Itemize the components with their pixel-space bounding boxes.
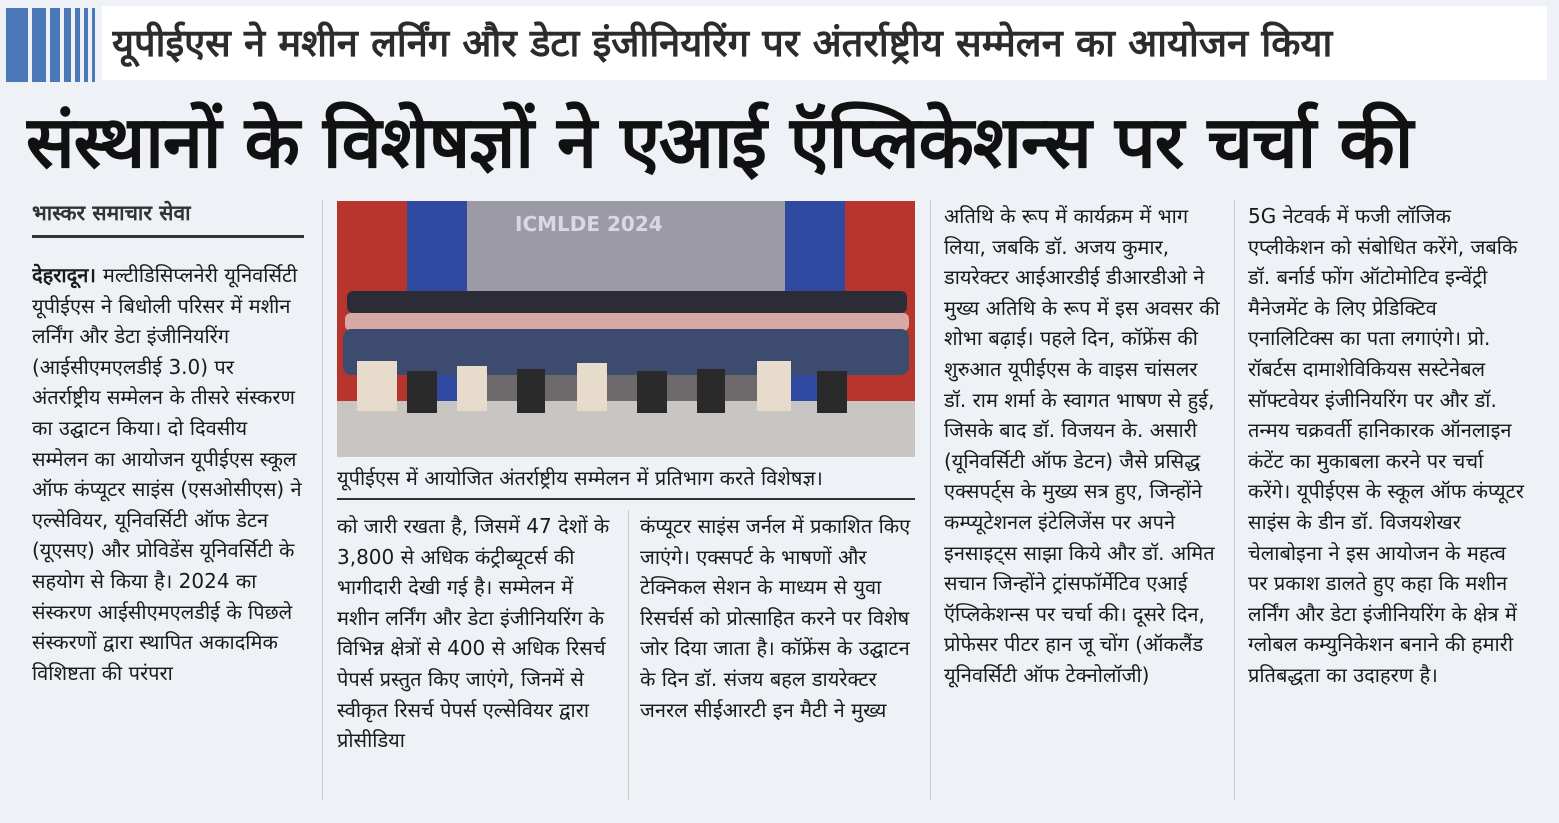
column-1-text: मल्टीडिसिप्लनेरी यूनिवर्सिटी यूपीईएस ने बिधोली परिसर में मशीन लर्निंग और डेटा इंजीनियरिंग (आईसीएमएलडीई 3.0) पर अंतर्राष्ट्रीय सम्मेलन के तीसरे संस्करण का उद्घाटन किया। दो दिवसीय सम्मेलन का आयोजन यूपीईएस स्कूल ऑफ कंप्यूटर साइंस (एसओसीएस) ने एल्सेवियर, यूनिवर्सिटी ऑफ डेटन (यूएसए) और प्रोविडेंस यूनिवर्सिटी के सहयोग से किया है। 2024 का संस्करण आईसीएमएलडीई के पिछले संस्करणों द्वारा स्थापित अकादमिक विशिष्टता की परंपरा [32,263,302,685]
group-photo-image [337,201,915,457]
article-column-2: को जारी रखता है, जिसमें 47 देशों के 3,800 से अधिक कंट्रीब्यूटर्स की भागीदारी देखी गई है। सम्मेलन में मशीन लर्निंग और डेटा इंजीनियरिंग के विभिन्न क्षेत्रों से 400 से अधिक रिसर्च पेपर्स प्रस्तुत किए जाएंगे, जिनमें से स्वीकृत रिसर्च पेपर्स एल्सेवियर द्वारा प्रोसीडिया [337,514,610,753]
masthead-stripes-icon [6,8,98,82]
article-column-5: 5G नेटवर्क में फजी लॉजिक एप्लीकेशन को संबोधित करेंगे, जबकि डॉ. बर्नार्ड फोंग ऑटोमोटिव इन्वेंट्री मैनेजमेंट के लिए प्रेडिक्टिव एनालिटिक्स का पता लगाएंगे। प्रो. रॉबर्टस दामाशेविकियस सस्टेनेबल सॉफ्टवेयर इंजीनियरिंग पर और डॉ. तन्मय चक्रवर्ती हानिकारक ऑनलाइन कंटेंट का मुकाबला करने पर चर्चा करेंगे। यूपीईएस के स्कूल ऑफ कंप्यूटर साइंस के डीन डॉ. विजयशेखर चेलाबोइना ने इस आयोजन के महत्व पर प्रकाश डालते हुए कहा कि मशीन लर्निंग और डेटा इंजीनियरिंग के क्षेत्र में ग्लोबल कम्युनिकेशन बनाने की हमारी प्रतिबद्धता का उदाहरण है। [1248,204,1524,687]
event-photo [337,201,915,457]
main-headline: संस्थानों के विशेषज्ञों ने एआई ऍप्लिकेशन्स पर चर्चा की [26,100,1413,184]
column-divider [1234,200,1235,800]
photo-banner-text: ICMLDE 2024 [515,212,663,236]
article-column-4: अतिथि के रूप में कार्यक्रम में भाग लिया, जबकि डॉ. अजय कुमार, डायरेक्टर आईआरडीई डीआरडीओ ने मुख्य अतिथि के रूप में इस अवसर की शोभा बढ़ाई। पहले दिन, कॉफ्रेंस की शुरुआत यूपीईएस के वाइस चांसलर डॉ. राम शर्मा के स्वागत भाषण से हुई, जिसके बाद डॉ. विजयन के. असारी (यूनिवर्सिटी ऑफ डेटन) जैसे प्रसिद्ध एक्सपर्ट्स के मुख्य सत्र हुए, जिन्होंने कम्प्यूटेशनल इंटेलिजेंस पर अपने इनसाइट्स साझा किये और डॉ. अमित सचान जिन्होंने ट्रांसफॉर्मेटिव एआई ऍप्लिकेशन्स पर चर्चा की। दूसरे दिन, प्रोफेसर पीटर हान जू चोंग (ऑकलैंड यूनिवर्सिटी ऑफ टेक्नोलॉजी) [944,204,1220,687]
photo-caption: यूपीईएस में आयोजित अंतर्राष्ट्रीय सम्मेलन में प्रतिभाग करते विशेषज्ञ। [337,464,915,500]
column-divider [628,510,629,800]
column-divider [322,200,323,800]
article-column-3: कंप्यूटर साइंस जर्नल में प्रकाशित किए जाएंगे। एक्सपर्ट के भाषणों और टेक्निकल सेशन के माध्यम से युवा रिसर्चर्स को प्रोत्साहित करने पर विशेष जोर दिया जाता है। कॉफ्रेंस के उद्घाटन के दिन डॉ. संजय बहल डायरेक्टर जनरल सीईआरटी इन मैटी ने मुख्य [640,514,911,722]
dateline: देहरादून। [32,263,103,287]
column-divider [930,200,931,800]
article-column-1 [32,260,306,800]
byline: भास्कर समाचार सेवा [32,199,304,238]
kicker-headline: यूपीईएस ने मशीन लर्निंग और डेटा इंजीनियरिंग पर अंतर्राष्ट्रीय सम्मेलन का आयोजन किया [112,21,1333,65]
